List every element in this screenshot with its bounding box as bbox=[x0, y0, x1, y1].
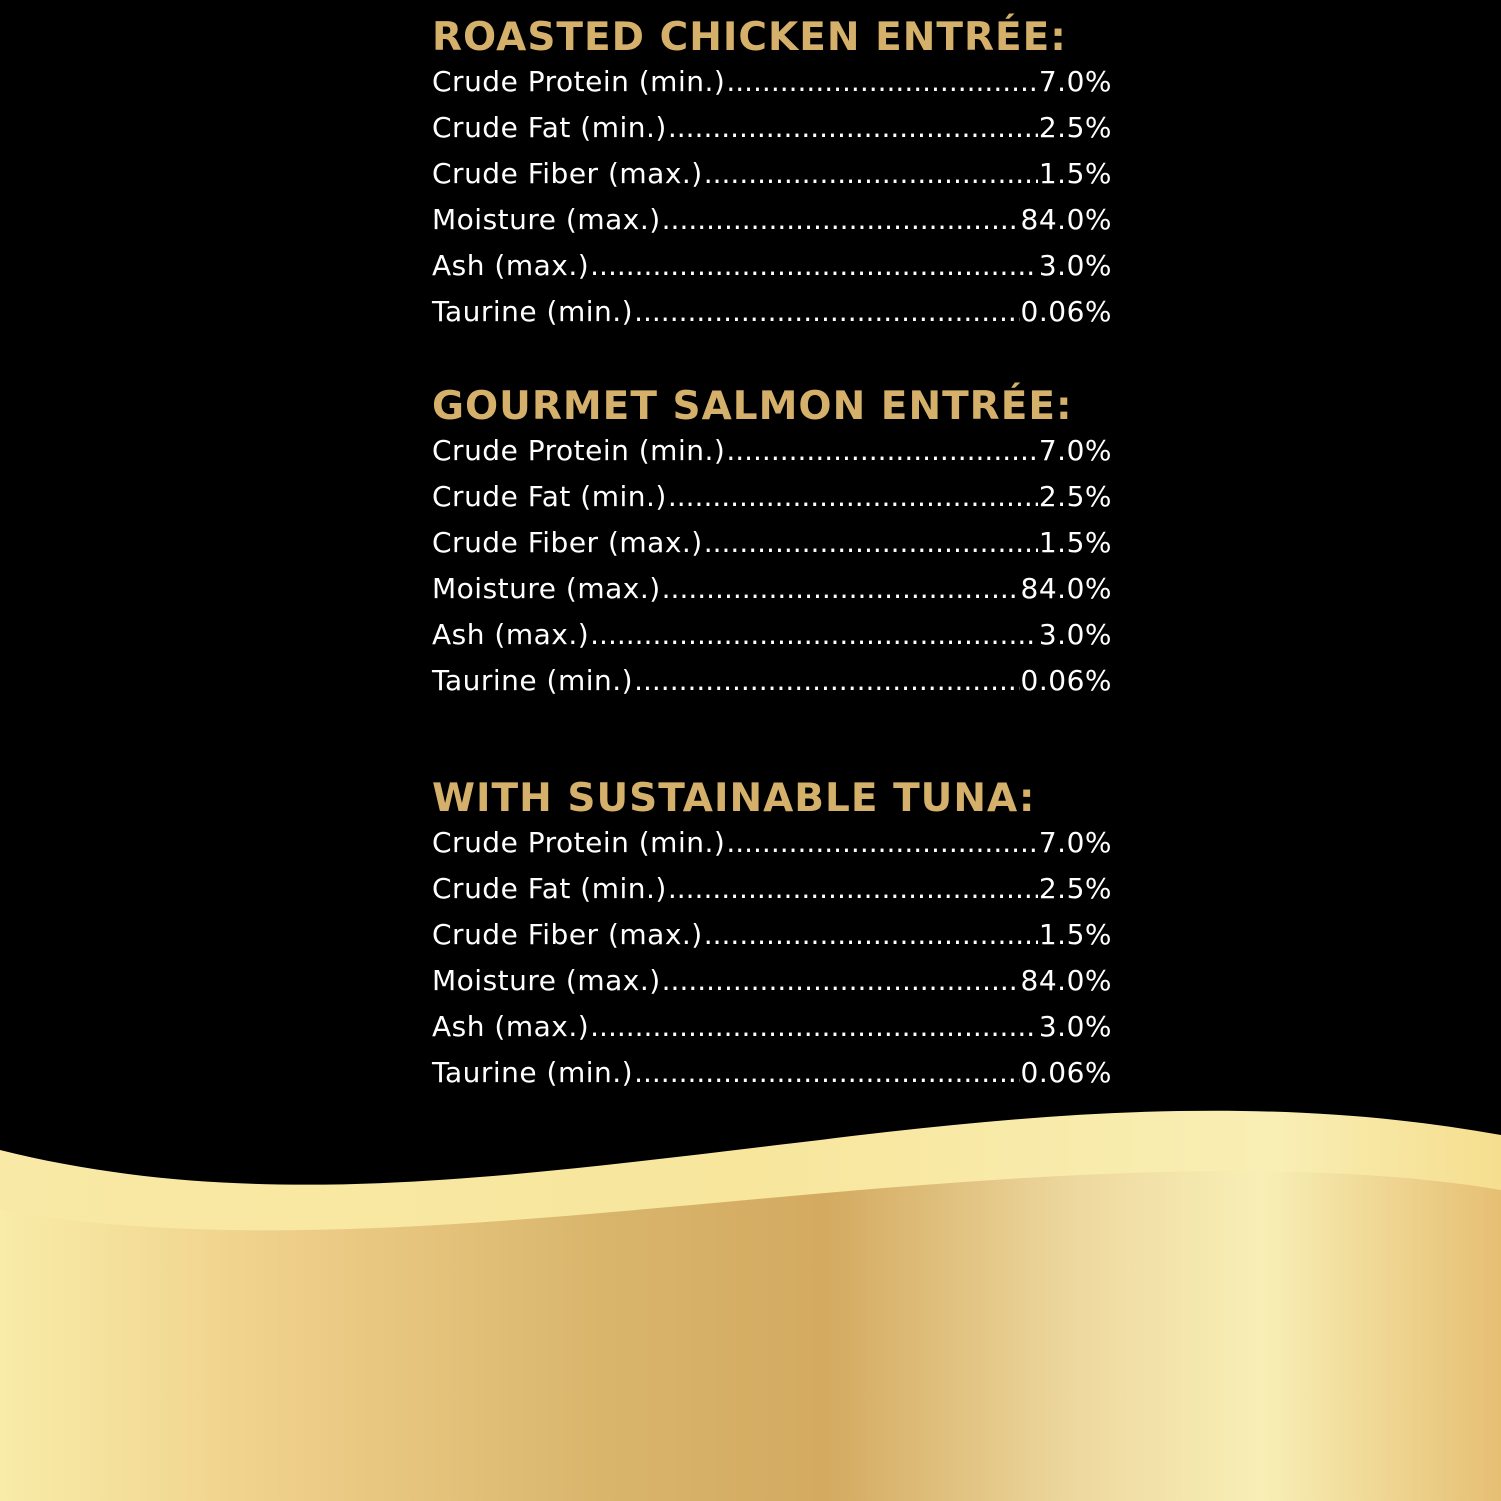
dot-leader bbox=[668, 480, 1038, 513]
row-value: 84.0% bbox=[1020, 572, 1112, 605]
dot-leader bbox=[726, 826, 1038, 859]
row-label: Ash (max.) bbox=[432, 1010, 590, 1043]
analysis-row bbox=[432, 249, 1112, 295]
row-label: Crude Protein (min.) bbox=[432, 826, 726, 859]
row-value: 7.0% bbox=[1038, 826, 1112, 859]
row-value: 3.0% bbox=[1038, 618, 1112, 651]
row-label: Ash (max.) bbox=[432, 618, 590, 651]
row-value: 2.5% bbox=[1038, 872, 1112, 905]
row-value: 1.5% bbox=[1038, 157, 1112, 190]
row-value: 3.0% bbox=[1038, 249, 1112, 282]
row-label: Crude Fat (min.) bbox=[432, 480, 667, 513]
row-value: 7.0% bbox=[1038, 434, 1112, 467]
row-label: Crude Protein (min.) bbox=[432, 434, 726, 467]
dot-leader bbox=[662, 964, 1020, 997]
row-label: Moisture (max.) bbox=[432, 572, 661, 605]
dot-leader bbox=[590, 618, 1038, 651]
dot-leader bbox=[704, 157, 1038, 190]
analysis-row bbox=[432, 65, 1112, 111]
row-value: 7.0% bbox=[1038, 65, 1112, 98]
analysis-row bbox=[432, 1056, 1112, 1102]
row-label: Taurine (min.) bbox=[432, 295, 634, 328]
analysis-row bbox=[432, 295, 1112, 341]
dot-leader bbox=[634, 1056, 1019, 1089]
dot-leader bbox=[726, 65, 1038, 98]
analysis-row bbox=[432, 480, 1112, 526]
row-label: Crude Fiber (max.) bbox=[432, 526, 703, 559]
analysis-row bbox=[432, 618, 1112, 664]
row-value: 84.0% bbox=[1020, 203, 1112, 236]
analysis-row bbox=[432, 664, 1112, 710]
row-label: Ash (max.) bbox=[432, 249, 590, 282]
row-value: 0.06% bbox=[1020, 664, 1112, 697]
dot-leader bbox=[726, 434, 1038, 467]
analysis-row bbox=[432, 111, 1112, 157]
section-title: GOURMET SALMON ENTRÉE: bbox=[432, 384, 1073, 429]
dot-leader bbox=[634, 664, 1019, 697]
row-value: 1.5% bbox=[1038, 526, 1112, 559]
row-label: Moisture (max.) bbox=[432, 203, 661, 236]
dot-leader bbox=[590, 249, 1038, 282]
analysis-row bbox=[432, 1010, 1112, 1056]
section-sustainable-tuna bbox=[432, 775, 1112, 1102]
analysis-row bbox=[432, 918, 1112, 964]
dot-leader bbox=[662, 203, 1020, 236]
section-gourmet-salmon bbox=[432, 383, 1112, 710]
row-value: 1.5% bbox=[1038, 918, 1112, 951]
row-label: Crude Fat (min.) bbox=[432, 872, 667, 905]
row-value: 0.06% bbox=[1020, 1056, 1112, 1089]
dot-leader bbox=[704, 918, 1038, 951]
section-title: WITH SUSTAINABLE TUNA: bbox=[432, 776, 1036, 821]
dot-leader bbox=[704, 526, 1038, 559]
analysis-row bbox=[432, 157, 1112, 203]
dot-leader bbox=[590, 1010, 1038, 1043]
dot-leader bbox=[668, 872, 1038, 905]
row-label: Taurine (min.) bbox=[432, 664, 634, 697]
row-label: Crude Fat (min.) bbox=[432, 111, 667, 144]
row-value: 2.5% bbox=[1038, 480, 1112, 513]
dot-leader bbox=[668, 111, 1038, 144]
section-roasted-chicken bbox=[432, 14, 1112, 341]
dot-leader bbox=[662, 572, 1020, 605]
analysis-row bbox=[432, 826, 1112, 872]
row-value: 0.06% bbox=[1020, 295, 1112, 328]
analysis-row bbox=[432, 526, 1112, 572]
analysis-row bbox=[432, 964, 1112, 1010]
analysis-row bbox=[432, 572, 1112, 618]
row-label: Crude Protein (min.) bbox=[432, 65, 726, 98]
row-label: Moisture (max.) bbox=[432, 964, 661, 997]
row-value: 2.5% bbox=[1038, 111, 1112, 144]
dot-leader bbox=[634, 295, 1019, 328]
analysis-row bbox=[432, 872, 1112, 918]
row-value: 3.0% bbox=[1038, 1010, 1112, 1043]
row-label: Crude Fiber (max.) bbox=[432, 918, 703, 951]
row-label: Crude Fiber (max.) bbox=[432, 157, 703, 190]
row-value: 84.0% bbox=[1020, 964, 1112, 997]
analysis-row bbox=[432, 434, 1112, 480]
analysis-row bbox=[432, 203, 1112, 249]
row-label: Taurine (min.) bbox=[432, 1056, 634, 1089]
section-title: ROASTED CHICKEN ENTRÉE: bbox=[432, 15, 1067, 60]
